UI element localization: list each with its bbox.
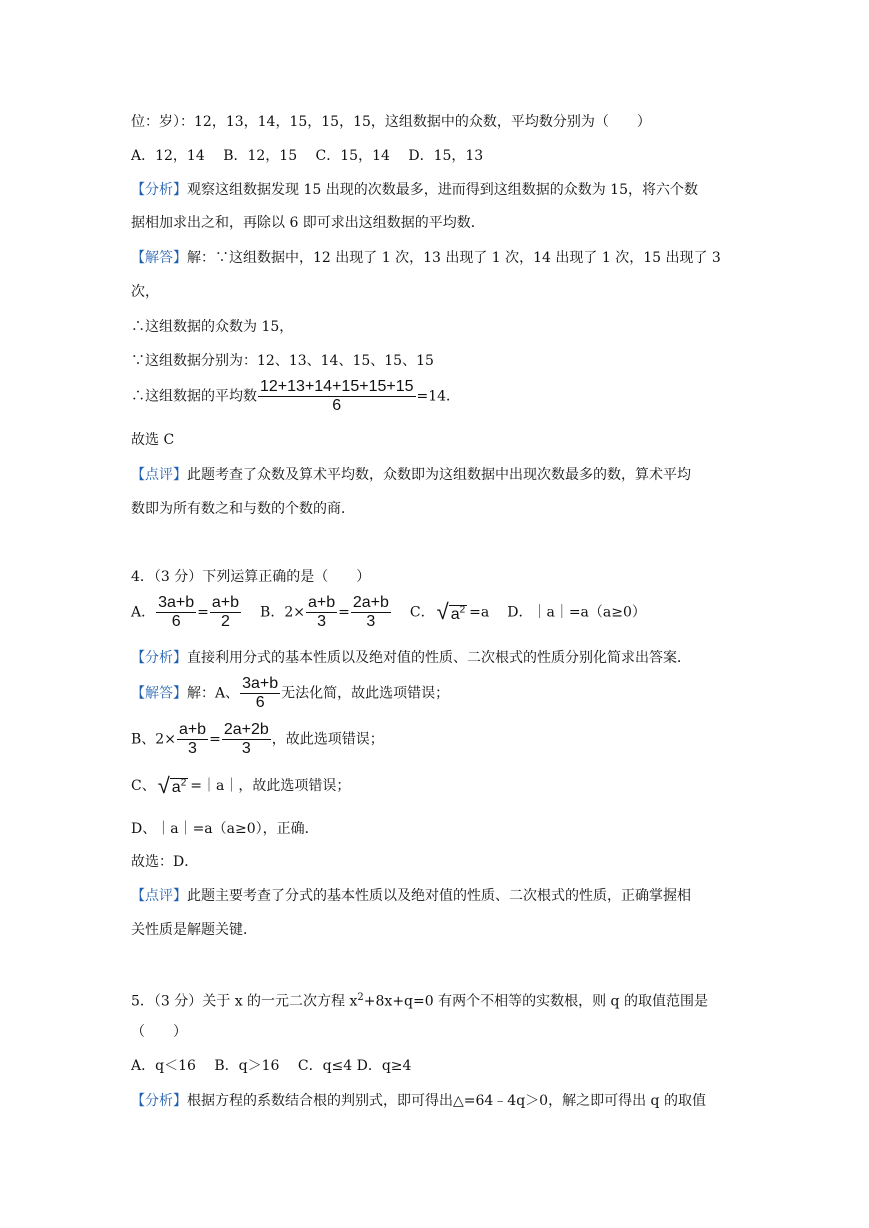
mean-fraction (258, 378, 416, 415)
q4-options (131, 594, 646, 631)
q4-comment-line-2: 关性质是解题关键． (131, 922, 257, 938)
q4-solution-b (131, 721, 384, 758)
solution-tag: 【解答】 (131, 685, 187, 702)
q4-solution-c (131, 775, 350, 797)
q5-options: A．q＜16 B．q＞16 C．q≤4 D．q≥4 (131, 1058, 412, 1074)
q3-solution-line-1 (131, 249, 721, 267)
numerator: a+b (178, 721, 207, 738)
q3-solution-line-3: ∴这组数据的众数为 15， (131, 319, 294, 335)
q4-choice: 故选：D． (131, 854, 199, 870)
solution-b-frac-2 (222, 721, 271, 758)
q3-analysis-line-1 (131, 181, 698, 199)
mean-prefix: ∴这组数据的平均数 (131, 388, 257, 405)
radicand: $a^2$ (450, 604, 466, 623)
numerator: 2a+2b (223, 721, 269, 738)
q3-comment-line-2: 数即为所有数之和与数的个数的商． (131, 501, 355, 517)
solution-a-frac (240, 675, 280, 712)
q3-solution-line-5 (131, 378, 460, 415)
analysis-tag: 【分析】 (131, 650, 187, 666)
solution-text: 解：∵这组数据中，12 出现了 1 次，13 出现了 1 次，14 出现了 1 次，15 出现了 3 (187, 250, 721, 266)
q3-choice: 故选 C (131, 432, 175, 448)
denominator: 6 (255, 694, 265, 711)
solution-c-suffix: =｜a｜，故此选项错误； (190, 778, 351, 795)
equals-sign: = (209, 731, 221, 748)
q3-solution-line-2: 次， (131, 284, 159, 300)
q4-option-c-label: C． (409, 604, 435, 621)
solution-b-suffix: ，故此选项错误； (271, 731, 384, 748)
solution-c-sqrt (158, 775, 189, 797)
analysis-text: 根据方程的系数结合根的判别式，即可得出△=64﹣4q＞0，解之即可得出 q 的取值 (187, 1093, 706, 1109)
solution-tag: 【解答】 (131, 250, 187, 266)
q5-stem-line-1: 5．（3 分）关于 x 的一元二次方程 $x^2+8x+q=0$ 有两个不相等的实数根，则 q 的取值范围是 (131, 992, 708, 1010)
numerator: 3a+b (242, 675, 279, 692)
q5-analysis (131, 1092, 706, 1110)
solution-b-prefix: B、2× (131, 731, 176, 748)
analysis-text: 直接利用分式的基本性质以及绝对值的性质、二次根式的性质分别化简求出答案． (187, 650, 691, 666)
q3-solution-line-4: ∵这组数据分别为：12、13、14、15、15、15 (131, 353, 434, 369)
q4-solution-d: D、｜a｜=a（a≥0），正确． (131, 821, 319, 837)
q4-comment-line-1 (131, 887, 691, 905)
q4-option-d: D．｜a｜=a（a≥0） (507, 604, 646, 621)
q4-stem: 4．（3 分）下列运算正确的是（ ） (131, 569, 371, 585)
equals-sign: = (197, 604, 209, 621)
q5-stem-line-2: （ ） (131, 1024, 187, 1040)
q4-option-c-sqrt (437, 601, 468, 623)
analysis-tag: 【分析】 (131, 182, 187, 198)
denominator: 2 (221, 613, 230, 630)
denominator: 6 (171, 613, 181, 630)
mean-numerator: 12+13+14+15+15+15 (260, 378, 414, 395)
comment-text: 此题考查了众数及算术平均数，众数即为这组数据中出现次数最多的数，算术平均 (187, 467, 691, 483)
q4-analysis (131, 649, 691, 667)
mean-result: =14． (416, 388, 461, 405)
q4-solution-a (131, 675, 449, 712)
numerator: 2a+b (352, 594, 389, 611)
radical-sign: √ (157, 773, 170, 799)
comment-tag: 【点评】 (131, 888, 187, 904)
numerator: a+b (307, 594, 336, 611)
solution-a-suffix: 无法化简，故此选项错误； (281, 685, 450, 702)
denominator: 3 (366, 613, 376, 630)
analysis-text: 观察这组数据发现 15 出现的次数最多，进而得到这组数据的众数为 15，将六个数 (187, 182, 698, 198)
q3-analysis-line-2: 据相加求出之和，再除以 6 即可求出这组数据的平均数． (131, 215, 485, 231)
comment-text: 此题主要考查了分式的基本性质以及绝对值的性质、二次根式的性质，正确掌握相 (187, 888, 691, 904)
q4-option-c-rest: =a (469, 604, 490, 621)
solution-b-frac-1 (177, 721, 208, 758)
radical-sign: √ (436, 599, 449, 625)
q4-option-b-label: B．2× (260, 604, 305, 621)
q3-stem: 位：岁）：12，13，14，15，15，15，这组数据中的众数，平均数分别为（ ） (131, 114, 651, 130)
denominator: 3 (241, 740, 251, 757)
numerator: 3a+b (158, 594, 195, 611)
q3-comment-line-1 (131, 466, 691, 484)
q3-options: A．12，14 B．12，15 C．15，14 D．15，13 (131, 148, 484, 164)
q4-option-a-frac-1 (156, 594, 196, 631)
denominator: 3 (317, 613, 326, 630)
numerator: a+b (211, 594, 240, 611)
q4-option-b-frac-2 (351, 594, 391, 631)
denominator: 3 (188, 740, 197, 757)
q4-option-a-label: A． (131, 604, 156, 621)
comment-tag: 【点评】 (131, 467, 187, 483)
solution-c-prefix: C、 (131, 778, 156, 795)
q4-option-b-frac-1 (306, 594, 337, 631)
radicand: $a^2$ (171, 778, 187, 797)
mean-denominator: 6 (332, 397, 342, 414)
solution-a-prefix: 解：A、 (187, 685, 240, 702)
equals-sign: = (338, 604, 350, 621)
analysis-tag: 【分析】 (131, 1093, 187, 1109)
q4-option-a-frac-2 (210, 594, 241, 631)
